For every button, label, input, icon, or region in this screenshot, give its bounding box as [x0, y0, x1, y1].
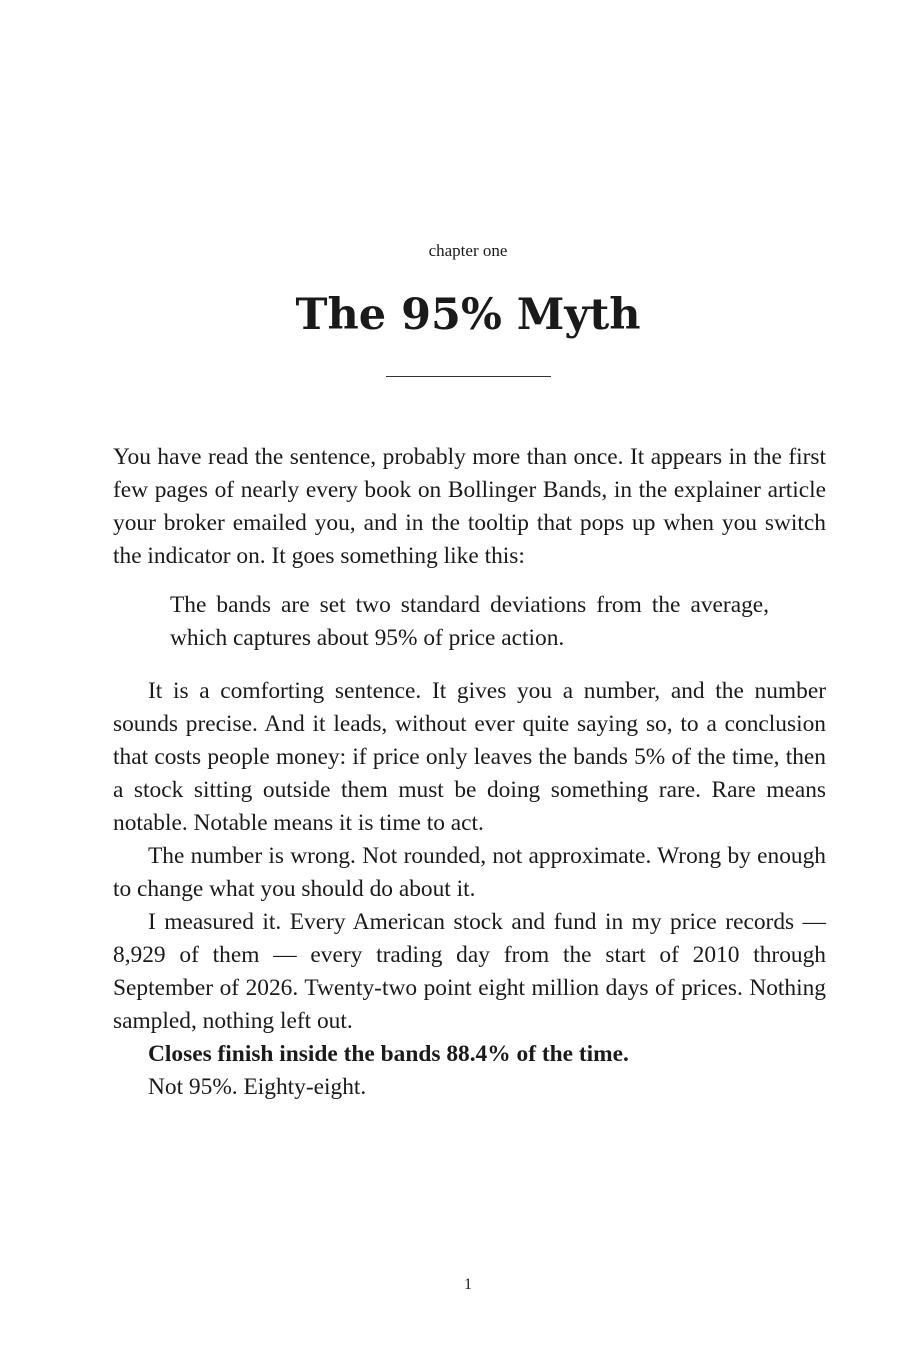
chapter-title: The 95% Myth — [295, 290, 641, 340]
paragraph-measured: I measured it. Every American stock and fund in my price records — 8,929 of them — every trading day from the start of 2010 through September of 2026. Twenty-two point eight million days of prices. Nothing sampled, nothing left out. — [113, 909, 826, 1034]
block-quote: The bands are set two standard deviations from the average, which captures about 95% of price action. — [170, 592, 769, 651]
chapter-label: chapter one — [428, 241, 508, 260]
title-divider — [386, 376, 551, 377]
paragraph-key-finding: Closes finish inside the bands 88.4% of the time. — [148, 1041, 629, 1067]
paragraph-intro: You have read the sentence, probably more than once. It appears in the first few pages of nearly every book on Bollinger Bands, in the explainer article your broker emailed you, and in the tooltip that pops up when you switch the indicator on. It goes something like this: — [113, 444, 826, 569]
paragraph-number-wrong: The number is wrong. Not rounded, not approximate. Wrong by enough to change what you should do about it. — [113, 843, 826, 902]
page-number: 1 — [464, 1276, 472, 1293]
paragraph-comforting: It is a comforting sentence. It gives you a number, and the number sounds precise. And it leads, without ever quite saying so, to a conclusion that costs people money: if price only leaves the bands 5% of the time, then a stock sitting outside them must be doing something rare. Rare means notable. Notable means it is time to act. — [113, 678, 826, 836]
paragraph-conclusion: Not 95%. Eighty-eight. — [148, 1074, 367, 1100]
chapter-body — [113, 441, 826, 1104]
